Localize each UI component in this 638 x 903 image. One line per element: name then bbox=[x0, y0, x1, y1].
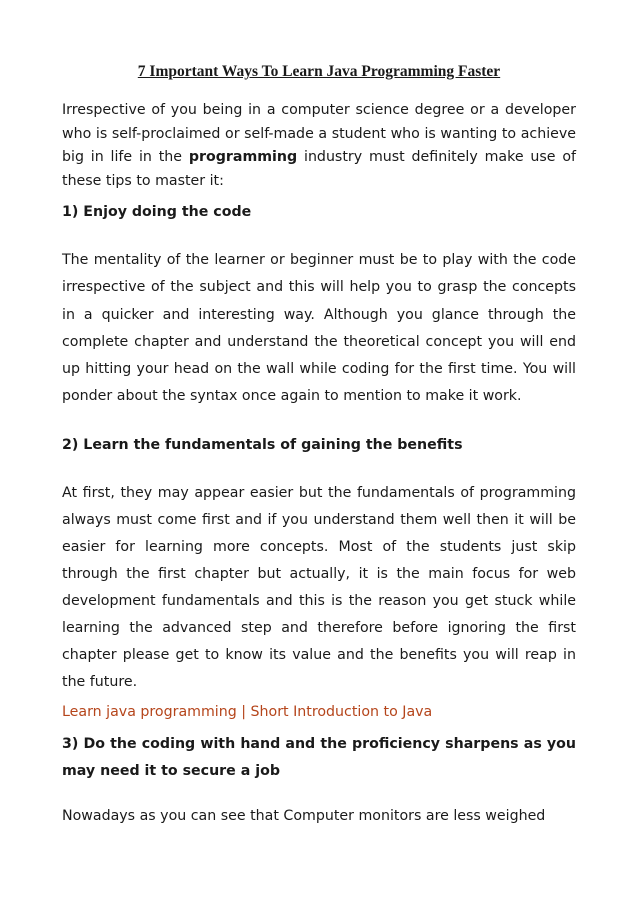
document-title: 7 Important Ways To Learn Java Programming Faster bbox=[137, 63, 501, 80]
section-2-body: At first, they may appear easier but the fundamentals of programming always must come first and if you understand them well then it will be easier for learning more concepts. Most of the students just skip through the first chapter but actually, it is the main focus for web development fundamentals and this is the reason you get stuck while learning the advanced step and therefore before ignoring the first chapter please get to know its value and the benefits you will reap in the future. bbox=[62, 484, 576, 690]
intro-text-end: industry must definitely make use of these tips to master it: bbox=[62, 149, 576, 189]
section-3-body: Nowadays as you can see that Computer monitors are less weighed bbox=[62, 807, 546, 824]
intro-paragraph bbox=[62, 99, 576, 193]
section-2-heading: 2) Learn the fundamentals of gaining the benefits bbox=[62, 436, 463, 453]
related-article-link[interactable]: Learn java programming | Short Introduction to Java bbox=[62, 703, 433, 720]
intro-bold-keyword: programming bbox=[188, 149, 298, 165]
document-content bbox=[62, 62, 576, 828]
intro-text-start: Irrespective of you being in a computer science degree or a developer who is self-proclaimed or self-made a student who is wanting to achieve big in life in the bbox=[62, 102, 576, 165]
section-1-body: The mentality of the learner or beginner must be to play with the code irrespective of the subject and this will help you to grasp the concepts in a quicker and interesting way. Although you glance through the complete chapter and understand the theoretical concept you will end up hitting your head on the wall while coding for the first time. You will ponder about the syntax once again to mention to make it work. bbox=[62, 252, 576, 405]
section-1-heading: 1) Enjoy doing the code bbox=[62, 204, 252, 220]
section-3-heading: 3) Do the coding with hand and the proficiency sharpens as you may need it to secure a job bbox=[62, 735, 576, 779]
